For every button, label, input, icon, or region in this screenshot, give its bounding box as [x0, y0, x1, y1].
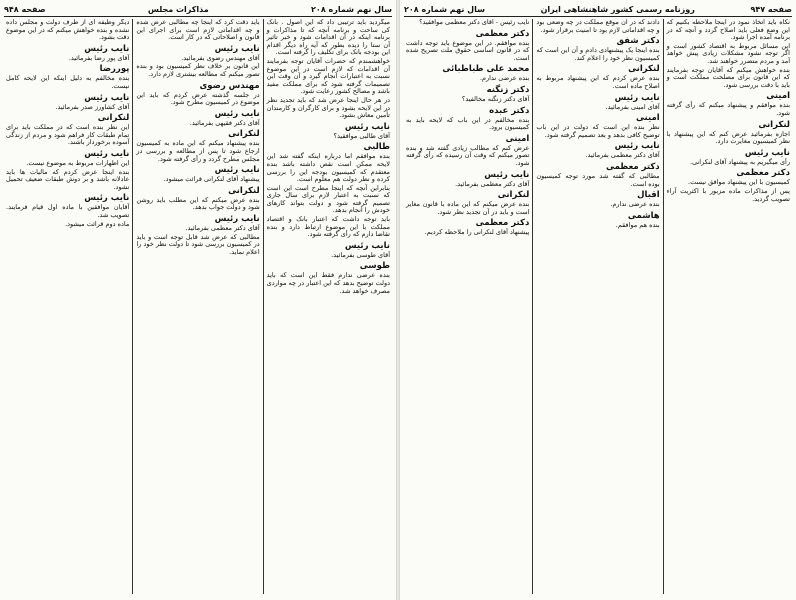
paragraph-text: این نظر بنده است که در مملکت باید برای تمام طبقات کار فراهم شود و مردم از زندگی آسوده برخوردار باشند.: [6, 123, 130, 147]
right-page-title: روزنامه رسمی کشور شاهنشاهی ایران: [540, 4, 695, 14]
paragraph-text: بنابراین آنچه که اینجا مطرح است این است که نسبت به اعتبار لازم برای سال جاری تصمیم گرفته شود و دولت بتواند کارهای خودش را انجام بدهد.: [266, 183, 390, 215]
paragraph-text: باید توجه داشت که اعتبار بانک و اقتصاد مملکت با این موضوع ارتباط دارد و بنده تقاضا دارم که رأی گرفته شود.: [266, 215, 390, 239]
speaker-name: نایب رئیس: [614, 141, 660, 152]
left-col-3: [3, 19, 132, 594]
speaker-name: نایب رئیس: [214, 165, 260, 176]
paragraph-text: بنده عرض میکنم که این مطلب باید روشن شود و دولت جواب بدهد.: [136, 195, 260, 212]
speaker-name: نایب رئیس: [84, 148, 130, 159]
paragraph-text: در جلسه گذشته عرض کردم که باید این موضوع در کمیسیون مطرح شود.: [136, 90, 260, 107]
paragraph-text: آقای طوسی بفرمائید.: [331, 250, 390, 259]
paragraph-text: این قانون بر خلاف نظر کمیسیون بود و بنده تصور میکنم که مطالعه بیشتری لازم دارد.: [136, 62, 260, 78]
left-page-issue: سال نهم شماره ۲۰۸: [311, 4, 392, 14]
paragraph-text: بنده عرضی ندارم.: [610, 200, 660, 209]
paragraph-text: پیشنهاد آقای لنکرانی را ملاحظه کردیم.: [424, 228, 530, 237]
paragraph-text: بنده مخالفم در این باب که لایحه باید به کمیسیون برود.: [406, 115, 530, 132]
paragraph-text: میگردید باید ترتیبی داد که این اصول . بانک کی ساحت و برنامه آنچه که تا مذاکرات و برنامه اینکه در آن اقدامات شود و خبر تاثیر آن ستا را دیده بطور که آیه راه دیگر اقدام این بودجه بانک برای تکلیف را گرفته است.: [266, 19, 390, 57]
left-page: [0, 0, 396, 600]
speaker-name: امینی: [505, 133, 530, 144]
speaker-name: نایب رئیس: [484, 169, 530, 180]
speaker-name: لنکرانی: [497, 190, 530, 201]
speaker-name: لنکرانی: [228, 185, 260, 196]
paragraph-text: بنده اینجا عرض کردم که مالیات ها باید عادلانه باشد و بر دوش طبقات ضعیف تحمیل نشود.: [6, 167, 130, 191]
paragraph-text: آقای طالبی موافقید؟: [333, 131, 390, 140]
paragraph-text: مطالبی که گفته شد مورد توجه کمیسیون بوده است.: [536, 171, 660, 188]
paragraph-text: بنده عرضی ندارم فقط این است که باید دولت توضیح بدهد که این اعتبار در چه مواردی مصرف خواهد شد.: [266, 271, 390, 295]
paragraph-text: دیگر وظیفه ای از طرف دولت و مجلس داده نشده و بنده خواهش میکنم که در این موضوع دقت بشود.: [6, 19, 130, 42]
right-page-issue: سال نهم شماره ۲۰۸: [404, 4, 485, 14]
paragraph-text: عرض کنم که مطالب زیادی گفته شد و بنده تصور میکنم که وقت آن رسیده که رأی گرفته شود.: [406, 143, 530, 167]
speaker-name: نایب رئیس: [614, 92, 660, 103]
paragraph-text: پیشنهاد آقای لنکرانی قرائت میشود.: [163, 175, 260, 184]
paragraph-text: بنده موافقم و پیشنهاد میکنم که رأی گرفته شود.: [666, 101, 790, 117]
left-col-1: [264, 19, 393, 594]
paragraph-text: آقای مهندس رضوی بفرمائید.: [181, 53, 260, 62]
paragraph-text: بنده خواهش میکنم که آقایان توجه بفرمایند که این قانون برای مصلحت مملکت است و باید با دقت بررسی شود.: [666, 65, 790, 89]
speaker-name: پوررضا: [99, 64, 130, 75]
paragraph-text: خواهشمندم که حضرات آقایان توجه بفرمایند آن اقدامات که لازم است در این موضوع نسبت به اعتبارات انجام گیرد و آن وقت این تصمیمات گرفته شود که برای مملکت مفید باشد و مصالح کشور رعایت شود.: [266, 56, 390, 96]
paragraph-text: دادند که در آن موقع مملکت در چه وضعی بود و چه اقداماتی لازم بود تا امنیت برقرار شود.: [536, 19, 660, 34]
speaker-name: دکتر شفق: [616, 36, 660, 47]
speaker-name: طوسی: [359, 261, 390, 272]
left-col-2: [133, 19, 262, 594]
speaker-name: دکتر زنگنه: [486, 84, 530, 95]
paragraph-text: کمیسیون با این پیشنهاد موافق نیست.: [688, 178, 790, 187]
paragraph-text: آقای کشاورز صدر بفرمائید.: [55, 102, 130, 111]
paragraph-text: نظر بنده این است که دولت در این باب توضیح کافی بدهد و بعد تصمیم گرفته شود.: [536, 123, 660, 139]
paragraph-text: باید دقت کرد که اینجا چه مطالبی عرض شده و چه اقداماتی لازم است برای اجرای این قانون و اصلاحاتی که در کار است.: [136, 19, 260, 42]
paragraph-text: آقای دکتر معظمی بفرمائید.: [185, 223, 260, 232]
paragraph-text: مطالبی که عرض شد قابل توجه است و باید در کمیسیون بررسی شود تا دولت نظر خود را اعلام نماید.: [136, 232, 260, 256]
paragraph-text: بنده پیشنهاد میکنم که این ماده به کمیسیون ارجاع شود تا پس از مطالعه و بررسی در مجلس مطرح گردد و رأی گرفته شود.: [136, 139, 260, 163]
paragraph-text: آقای دکتر معظمی بفرمائید.: [585, 151, 660, 160]
speaker-name: هاشمی: [627, 210, 660, 221]
paragraph-text: آقای دکتر معظمی بفرمائید.: [455, 179, 530, 188]
paragraph-text: بنده عرض میکنم که این ماده با قانون مغایر است و باید در آن تجدید نظر شود.: [406, 200, 530, 216]
speaker-name: دکتر معظمی: [475, 28, 530, 39]
speaker-name: امینی: [766, 91, 790, 102]
right-page: [400, 0, 796, 600]
paragraph-text: اجازه بفرمائید عرض کنم که این پیشنهاد با نظر کمیسیون مغایرت دارد.: [666, 129, 790, 146]
paragraph-text: بنده اینجا یک پیشنهادی دادم و آن این است که کمیسیون نظر خود را اعلام کند.: [536, 46, 660, 62]
paragraph-text: آقای امینی بفرمائید.: [605, 102, 660, 111]
speaker-name: نایب رئیس: [344, 121, 390, 132]
left-page-columns: [3, 19, 393, 594]
paragraph-text: ماده دوم قرائت میشود.: [65, 219, 130, 228]
right-col-1: [664, 19, 793, 594]
left-page-header: [4, 2, 392, 17]
speaker-name: نایب رئیس: [744, 147, 790, 158]
left-page-number: صفحه ۹۴۸: [4, 4, 46, 14]
speaker-name: نایب رئیس: [344, 240, 390, 251]
paragraph-text: بنده عرضی ندارم.: [479, 74, 530, 83]
speaker-name: نایب رئیس: [84, 92, 130, 103]
right-col-2: [533, 19, 662, 594]
paragraph-text: بنده عرض کردم که این پیشنهاد مربوط به اصلاح ماده است.: [536, 74, 660, 90]
speaker-name: دکتر عبده: [489, 105, 530, 116]
right-page-number: صفحه ۹۴۷: [750, 4, 792, 14]
speaker-name: طالبی: [363, 142, 390, 153]
paragraph-text: آقای پور رضا بفرمائید.: [68, 53, 130, 62]
speaker-name: دکتر معظمی: [736, 168, 790, 179]
paragraph-text: آقای دکتر زنگنه مخالفید؟: [461, 94, 530, 103]
paragraph-text: در هر حال اینجا عرض شد که باید تجدید نظر در این لایحه بشود و برای کارگران و کارمندان تأمین معاش بشود.: [266, 95, 390, 120]
paragraph-text: رأی میگیریم به پیشنهاد آقای لنکرانی.: [690, 157, 790, 166]
paragraph-text: پس از مذاکرات ماده مزبور با اکثریت آراء تصویب گردید.: [666, 186, 790, 203]
right-page-columns: [403, 19, 793, 594]
speaker-name: محمد علی طباطبائی: [442, 64, 530, 75]
speaker-name: لنکرانی: [97, 113, 130, 124]
paragraph-text: بنده هم موافقم.: [615, 220, 660, 229]
speaker-name: نایب رئیس: [214, 213, 260, 224]
paragraph-text: آقایان موافقین با ماده اول قیام فرمایند. تصویب شد.: [6, 203, 130, 219]
paragraph-text: این اظهارات مربوط به موضوع نیست.: [26, 158, 130, 167]
speaker-name: لنکرانی: [758, 119, 790, 130]
paragraph-text: نکاه باید اتخاذ نمود در اینجا ملاحظه بکنیم که این وضع فعلی باید اصلاح گردد و آنچه که در برنامه آمده اجرا شود.: [666, 19, 790, 42]
left-page-title: مذاکرات مجلس: [147, 4, 209, 14]
speaker-name: نایب رئیس: [214, 43, 260, 54]
speaker-name: دکتر معظمی: [475, 218, 530, 229]
speaker-name: دکتر معظمی: [606, 161, 660, 172]
speaker-name: لنکرانی: [228, 129, 260, 140]
speaker-name: نایب رئیس: [84, 43, 130, 54]
paragraph-text: آقای دکتر فقیهی بفرمائید.: [189, 118, 260, 127]
right-page-header: [404, 2, 792, 17]
speaker-name: اقبال: [637, 190, 660, 201]
paragraph-text: بنده مخالفم به دلیل اینکه این لایحه کامل نیست.: [6, 74, 130, 90]
paragraph-text: نایب رئیس - آقای دکتر معظمی موافقید؟: [419, 19, 530, 26]
right-col-3: [403, 19, 532, 594]
paragraph-text: این مسائل مربوط به اقتصاد کشور است و اگر توجه نشود مشکلات زیادی پیش خواهد آمد و مردم متضرر خواهند شد.: [666, 41, 790, 65]
speaker-name: نایب رئیس: [84, 193, 130, 204]
paragraph-text: بنده موافقم. در این موضوع باید توجه داشت که در قانون اساسی حقوق ملت تصریح شده است.: [406, 38, 530, 62]
speaker-name: امینی: [635, 113, 660, 124]
paragraph-text: بنده موافقم اما درباره اینکه گفته شد این لایحه ممکن است نقص داشته باشد بنده معتقدم که کمیسیون بودجه این را بررسی کرده و نظر دولت هم معلوم است.: [266, 152, 390, 184]
speaker-name: مهندس رضوی: [199, 80, 260, 91]
speaker-name: نایب رئیس: [214, 108, 260, 119]
speaker-name: لنکرانی: [628, 64, 660, 75]
